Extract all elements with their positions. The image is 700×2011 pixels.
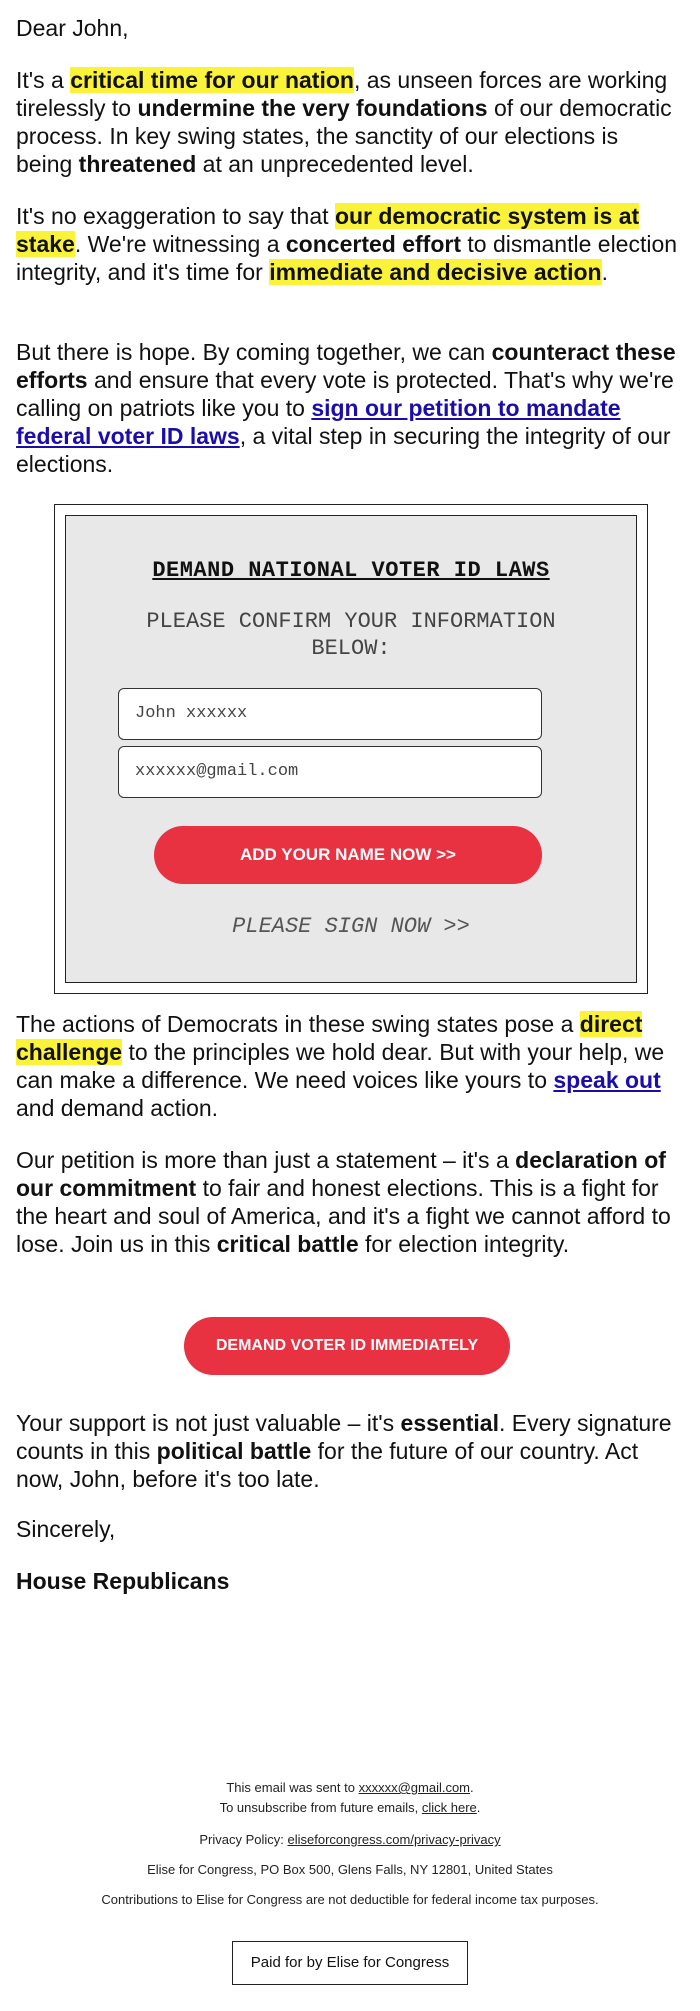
footer-sent-to: This email was sent to xxxxxx@gmail.com. bbox=[226, 1780, 474, 1795]
form-subtitle: PLEASE CONFIRM YOUR INFORMATION BELOW: bbox=[146, 609, 556, 661]
privacy-policy-link[interactable]: eliseforcongress.com/privacy-privacy bbox=[287, 1832, 501, 1847]
add-name-button[interactable]: ADD YOUR NAME NOW >> bbox=[154, 826, 542, 884]
highlight-text: direct challenge bbox=[16, 1011, 643, 1065]
highlight-text: immediate and decisive action bbox=[269, 259, 602, 285]
unsubscribe-link[interactable]: click here bbox=[421, 1800, 477, 1815]
petition-form-panel bbox=[65, 515, 637, 983]
paid-for-box: Paid for by Elise for Congress bbox=[232, 1941, 468, 1985]
name-field[interactable]: John xxxxxx bbox=[118, 688, 542, 740]
highlight-text: our democratic system is at stake bbox=[16, 203, 640, 257]
closing: Sincerely, bbox=[16, 1516, 116, 1542]
hope-paragraph: But there is hope. By coming together, we can counteract these efforts and ensure that every vote is protected. That's why we're calling on patriots like you to sign our petition to mandate federal voter ID laws, a vital step in securing the integrity of our elections. bbox=[16, 339, 676, 477]
footer-privacy: Privacy Policy: eliseforcongress.com/privacy-privacy bbox=[199, 1832, 501, 1847]
intro-paragraph: It's a critical time for our nation, as unseen forces are working tirelessly to undermine the very foundations of our democratic process. In key swing states, the sanctity of our elections is being threatened at an unprecedented level. bbox=[16, 67, 672, 177]
sign-now-link[interactable]: PLEASE SIGN NOW >> bbox=[232, 914, 470, 939]
petition-link[interactable]: sign our petition to mandate federal voter ID laws bbox=[16, 395, 621, 449]
greeting: Dear John, bbox=[16, 15, 129, 41]
speak-out-link[interactable]: speak out bbox=[553, 1067, 661, 1093]
footer-address: Elise for Congress, PO Box 500, Glens Falls, NY 12801, United States bbox=[147, 1862, 553, 1877]
form-title: DEMAND NATIONAL VOTER ID LAWS bbox=[152, 558, 550, 583]
support-paragraph: Your support is not just valuable – it's essential. Every signature counts in this political battle for the future of our country. Act now, John, before it's too late. bbox=[16, 1410, 672, 1492]
demand-voter-id-button[interactable]: DEMAND VOTER ID IMMEDIATELY bbox=[184, 1317, 510, 1375]
signature: House Republicans bbox=[16, 1568, 230, 1594]
highlight-text: critical time for our nation bbox=[70, 67, 354, 93]
footer-disclaimer: Contributions to Elise for Congress are not deductible for federal income tax purposes. bbox=[101, 1892, 599, 1907]
stake-paragraph: It's no exaggeration to say that our democratic system is at stake. We're witnessing a concerted effort to dismantle election integrity, and it's time for immediate and decisive action. bbox=[16, 203, 678, 285]
commitment-paragraph: Our petition is more than just a statement – it's a declaration of our commitment to fair and honest elections. This is a fight for the heart and soul of America, and it's a fight we cannot afford to lose. Join us in this critical battle for election integrity. bbox=[16, 1147, 671, 1257]
footer-unsubscribe: To unsubscribe from future emails, click here. bbox=[219, 1800, 481, 1815]
petition-form bbox=[54, 504, 648, 994]
email-field[interactable]: xxxxxx@gmail.com bbox=[118, 746, 542, 798]
footer-email-link[interactable]: xxxxxx@gmail.com bbox=[358, 1780, 471, 1795]
challenge-paragraph: The actions of Democrats in these swing states pose a direct challenge to the principles we hold dear. But with your help, we can make a difference. We need voices like yours to speak out and demand action. bbox=[16, 1011, 665, 1121]
